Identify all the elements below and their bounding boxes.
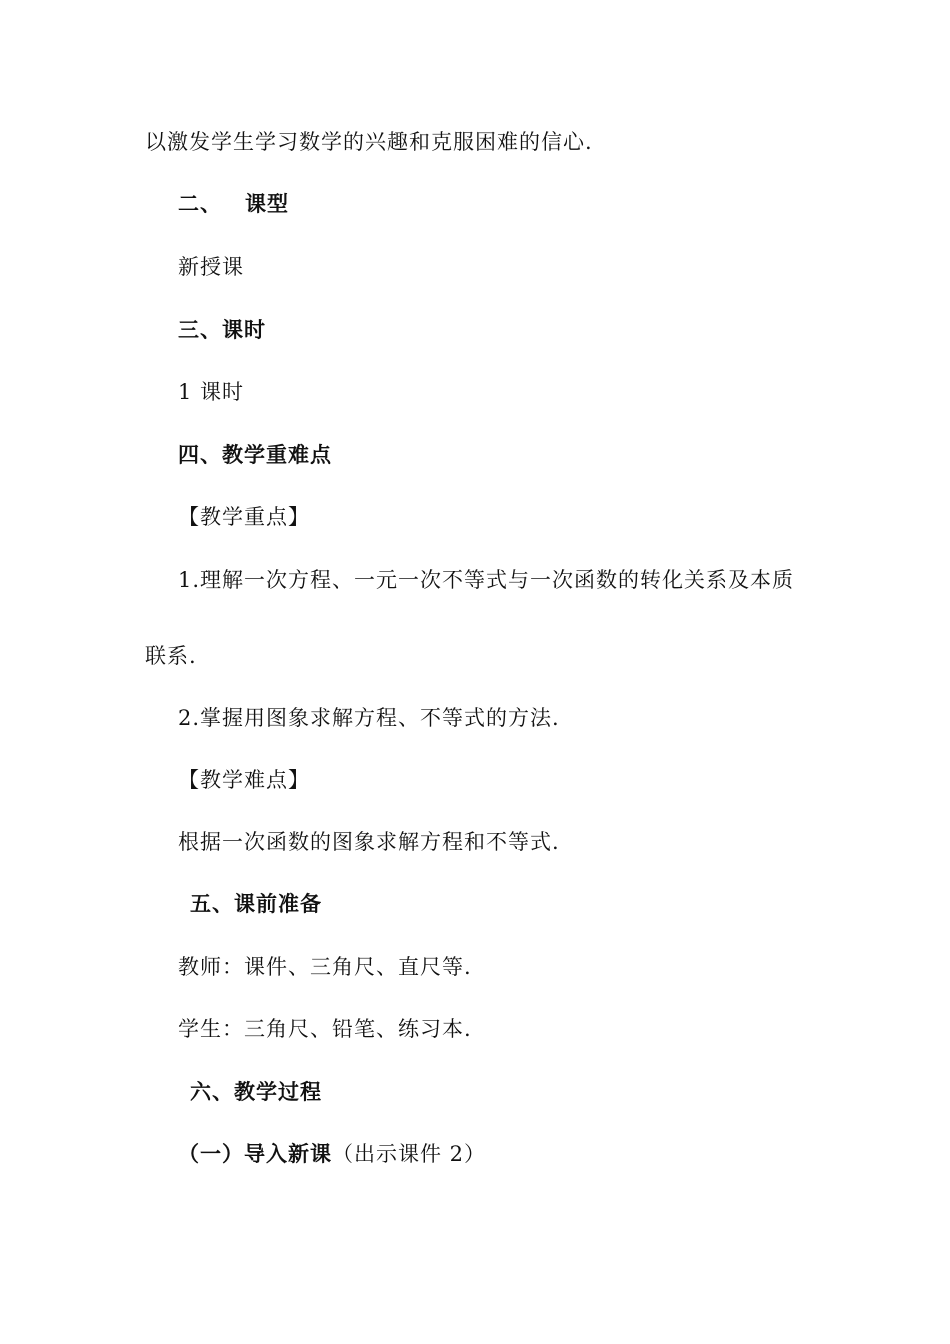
class-hours-text: 1 课时 [178,380,245,404]
subsection-intro [178,1140,486,1168]
subheading-difficulties: 【教学难点】 [178,768,310,792]
section-heading-number: 二、 [178,192,222,216]
section-heading-lesson-type: 课型 [245,192,289,216]
subsection-intro-note: （出示课件 2） [332,1142,487,1166]
lesson-type-text: 新授课 [178,255,244,279]
key-point-1: 1.理解一次方程、一元一次不等式与一次函数的转化关系及本质 [178,568,795,592]
section-heading-key-points: 四、教学重难点 [178,443,332,467]
preparation-teacher: 教师：课件、三角尺、直尺等. [178,955,472,979]
section-heading-process: 六、教学过程 [190,1080,322,1104]
preparation-student: 学生：三角尺、铅笔、练习本. [178,1017,472,1041]
section-heading-class-hours: 三、课时 [178,318,266,342]
section-heading-preparation: 五、课前准备 [190,892,322,916]
difficulty-text: 根据一次函数的图象求解方程和不等式. [178,830,560,854]
key-point-2: 2.掌握用图象求解方程、不等式的方法. [178,706,560,730]
paragraph-continuation: 以激发学生学习数学的兴趣和克服困难的信心. [145,130,593,154]
subsection-intro-title: （一）导入新课 [178,1142,332,1166]
key-point-1-continuation: 联系. [145,644,197,668]
subheading-key-points: 【教学重点】 [178,505,310,529]
